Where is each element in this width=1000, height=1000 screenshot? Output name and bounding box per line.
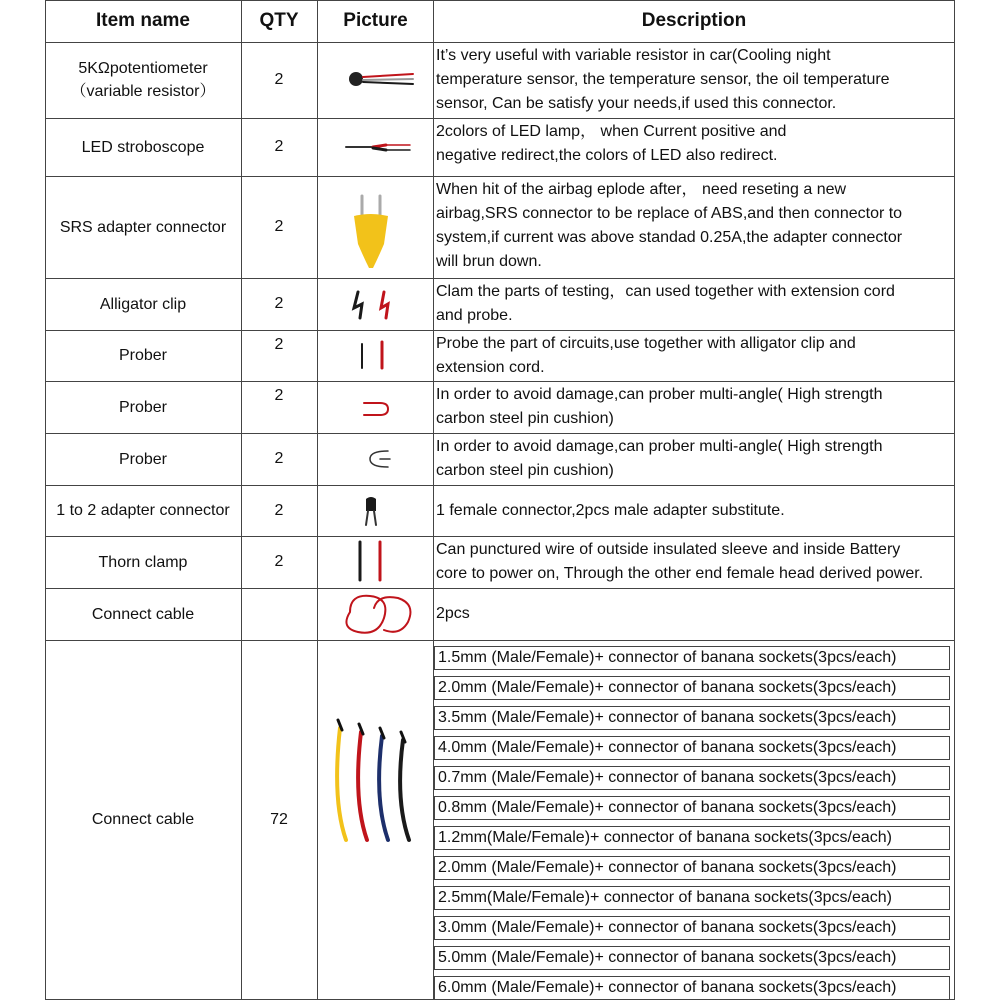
picture-cell <box>318 536 433 588</box>
led-probe-icon <box>318 118 433 176</box>
item-name <box>92 808 194 831</box>
description-line: 2pcs <box>436 605 470 622</box>
description-cell <box>434 485 954 536</box>
description-line: core to power on, Through the other end female head derived power. <box>436 565 924 582</box>
item-name-cell <box>45 381 241 433</box>
description-line: carbon steel pin cushion) <box>436 462 614 479</box>
description-line: sensor, Can be satisfy your needs,if used this connector. <box>436 95 837 112</box>
description-cell <box>434 278 954 330</box>
qty-value: 2 <box>274 218 284 235</box>
item-name <box>82 136 205 159</box>
item-name-line: 5KΩpotentiometer <box>78 60 208 77</box>
potentiometer-icon <box>318 42 433 118</box>
picture-cell <box>318 42 433 118</box>
picture-cell <box>318 485 433 536</box>
description-cell <box>434 176 954 278</box>
row-divider <box>45 433 955 434</box>
description-line: In order to avoid damage,can prober multi-angle( High strength <box>436 438 883 455</box>
description-line: carbon steel pin cushion) <box>436 410 614 427</box>
description-cell <box>434 588 954 640</box>
row-divider <box>45 0 955 1</box>
qty-value: 2 <box>274 501 284 519</box>
description-line: extension cord. <box>436 359 545 376</box>
row-divider <box>45 176 955 177</box>
column-divider <box>317 0 318 999</box>
picture-cell <box>318 118 433 176</box>
item-name <box>100 293 186 316</box>
description-line: Can punctured wire of outside insulated sleeve and inside Battery <box>436 541 901 558</box>
item-name-cell <box>45 330 241 381</box>
item-name-line: Prober <box>118 398 168 416</box>
description-text <box>436 538 923 586</box>
picture-cell <box>318 588 433 640</box>
qty-value: 2 <box>274 450 284 467</box>
product-spec-table <box>45 0 955 999</box>
item-name-cell <box>45 278 241 330</box>
description-line: negative redirect,the colors of LED also redirect. <box>436 147 778 164</box>
description-text <box>436 499 785 523</box>
item-name <box>71 57 216 103</box>
coiled-cable-icon <box>318 588 433 640</box>
item-name-line: Prober <box>118 347 168 364</box>
row-divider <box>45 588 955 589</box>
description-text <box>436 602 470 626</box>
description-cell <box>434 118 954 176</box>
row-divider <box>45 640 955 641</box>
item-name <box>119 344 167 367</box>
item-name <box>60 216 226 239</box>
column-divider <box>241 0 242 999</box>
item-name-line: 1 to 2 adapter connector <box>56 502 230 519</box>
row-divider <box>45 485 955 486</box>
item-name-line: （variable resistor） <box>70 83 216 100</box>
thorn-clamp-icon <box>318 536 433 588</box>
qty-value: 2 <box>274 138 284 155</box>
qty-value: 2 <box>274 387 284 404</box>
srs-connector-icon <box>318 176 433 278</box>
description-line: system,if current was above standad 0.25A,the adapter connector <box>436 229 903 246</box>
item-name-line: Alligator clip <box>99 295 187 313</box>
item-name-line: SRS adapter connector <box>59 218 227 236</box>
bent-probe-icon <box>318 381 433 433</box>
item-name-cell <box>45 640 241 999</box>
picture-cell <box>318 433 433 485</box>
column-divider <box>433 0 434 999</box>
item-name-line: Prober <box>118 450 168 468</box>
picture-cell <box>318 381 433 433</box>
description-text <box>436 435 882 483</box>
column-divider <box>954 0 955 999</box>
item-name-cell <box>45 485 241 536</box>
cable-size-description: 1.2mm(Male/Female)+ connector of banana sockets(3pcs/each) <box>434 826 950 850</box>
qty-value: 2 <box>274 336 284 353</box>
description-cell <box>434 330 954 381</box>
item-name <box>56 499 229 522</box>
description-line: Clam the parts of testing，can used together with extension cord <box>436 283 895 300</box>
picture-cell <box>318 176 433 278</box>
description-line: temperature sensor, the temperature sensor, the oil temperature <box>436 71 890 88</box>
row-divider <box>45 536 955 537</box>
item-name-cell <box>45 118 241 176</box>
item-name-line: LED stroboscope <box>81 138 205 156</box>
row-divider <box>45 278 955 279</box>
banana-cables-icon <box>318 640 433 999</box>
item-name-cell <box>45 536 241 588</box>
column-divider <box>45 0 46 999</box>
cable-size-description: 2.5mm(Male/Female)+ connector of banana sockets(3pcs/each) <box>434 886 950 910</box>
description-text <box>436 120 786 168</box>
description-line: and probe. <box>436 307 513 324</box>
description-text <box>436 280 895 328</box>
header-item-name: Item name <box>96 10 190 31</box>
qty-value: 2 <box>274 553 284 570</box>
item-name-cell <box>45 42 241 118</box>
picture-cell <box>318 330 433 381</box>
cable-size-description: 4.0mm (Male/Female)+ connector of banana sockets(3pcs/each) <box>434 736 950 760</box>
cable-size-description: 5.0mm (Male/Female)+ connector of banana sockets(3pcs/each) <box>434 946 950 970</box>
multi-angle-probe-icon <box>318 433 433 485</box>
description-cell <box>434 536 954 588</box>
header-qty: QTY <box>259 10 299 31</box>
description-text <box>436 383 882 431</box>
item-name-cell <box>45 588 241 640</box>
cable-size-description: 3.0mm (Male/Female)+ connector of banana sockets(3pcs/each) <box>434 916 950 940</box>
qty-value: 2 <box>274 295 284 312</box>
row-divider <box>45 381 955 382</box>
description-cell <box>434 381 954 433</box>
row-divider <box>45 42 955 43</box>
item-name-cell <box>45 433 241 485</box>
cable-size-description: 2.0mm (Male/Female)+ connector of banana sockets(3pcs/each) <box>434 856 950 880</box>
probe-pins-icon <box>318 330 433 381</box>
qty-value: 2 <box>274 71 284 88</box>
item-name <box>119 396 167 419</box>
description-text <box>436 332 856 380</box>
item-name-line: Connect cable <box>91 605 195 623</box>
description-line: When hit of the airbag eplode after， need reseting a new <box>436 181 847 198</box>
description-text <box>436 44 890 116</box>
picture-cell <box>318 278 433 330</box>
header-picture: Picture <box>343 10 408 31</box>
item-name <box>99 551 188 574</box>
description-line: will brun down. <box>436 253 542 270</box>
item-name-line: Thorn clamp <box>98 553 188 571</box>
cable-size-description: 2.0mm (Male/Female)+ connector of banana sockets(3pcs/each) <box>434 676 950 700</box>
alligator-clip-icon <box>318 278 433 330</box>
qty-value: 72 <box>270 810 288 828</box>
description-line: Probe the part of circuits,use together with alligator clip and <box>436 335 856 352</box>
adapter-plug-icon <box>318 485 433 536</box>
description-text <box>436 178 902 274</box>
description-line: airbag,SRS connector to be replace of ABS,and then connector to <box>436 205 903 222</box>
item-name <box>92 603 194 626</box>
description-line: 2colors of LED lamp， when Current positive and <box>436 123 787 140</box>
description-cell <box>434 42 954 118</box>
header-description: Description <box>641 10 747 31</box>
cable-size-description: 1.5mm (Male/Female)+ connector of banana sockets(3pcs/each) <box>434 646 950 670</box>
row-divider <box>45 330 955 331</box>
item-name-cell <box>45 176 241 278</box>
cable-size-description: 6.0mm (Male/Female)+ connector of banana sockets(3pcs/each) <box>434 976 950 1000</box>
picture-cell <box>318 640 433 999</box>
cable-size-description: 0.8mm (Male/Female)+ connector of banana sockets(3pcs/each) <box>434 796 950 820</box>
description-line: In order to avoid damage,can prober multi-angle( High strength <box>436 386 883 403</box>
item-name <box>119 448 167 471</box>
cable-size-description: 3.5mm (Male/Female)+ connector of banana sockets(3pcs/each) <box>434 706 950 730</box>
description-line: It’s very useful with variable resistor in car(Cooling night <box>436 47 831 64</box>
qty-value <box>241 588 317 640</box>
item-name-line: Connect cable <box>91 811 195 828</box>
row-divider <box>45 118 955 119</box>
description-cell <box>434 433 954 485</box>
description-line: 1 female connector,2pcs male adapter substitute. <box>436 501 785 519</box>
cable-size-description: 0.7mm (Male/Female)+ connector of banana sockets(3pcs/each) <box>434 766 950 790</box>
